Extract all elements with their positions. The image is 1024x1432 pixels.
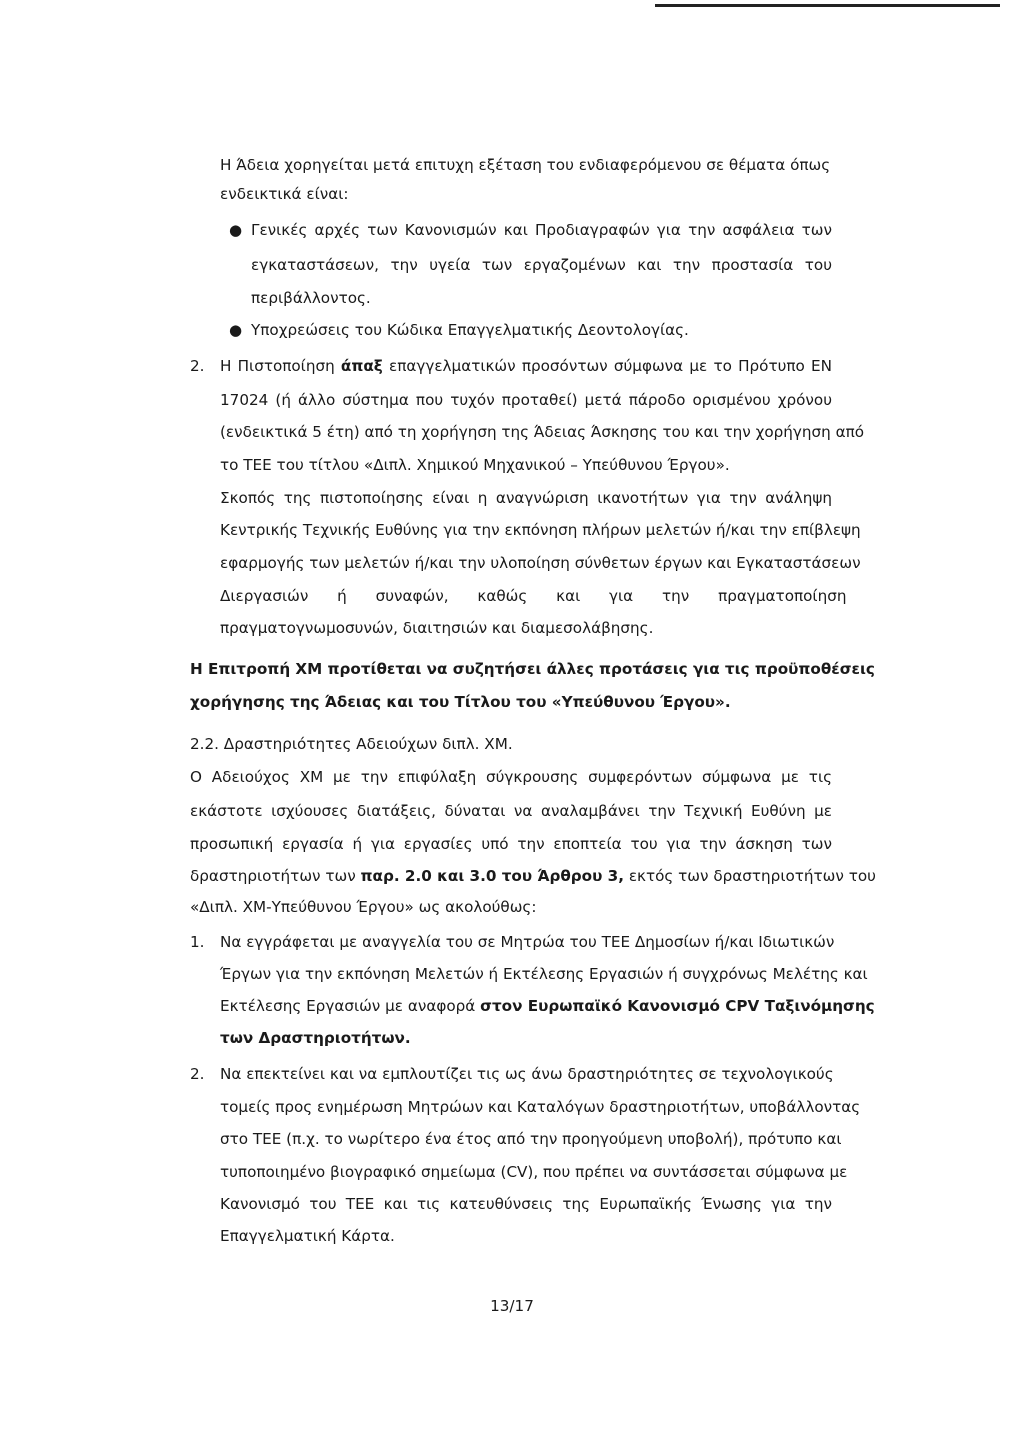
section-text: εκτός των δραστηριοτήτων του xyxy=(624,867,876,885)
list-2-line-3: στο ΤΕΕ (π.χ. το νωρίτερο ένα έτος από την προηγούμενη υποβολή), πρότυπο και xyxy=(220,1130,842,1148)
list-2-line-2: τομείς προς ενημέρωση Μητρώων και Καταλόγων δραστηριοτήτων, υποβάλλοντας xyxy=(220,1098,861,1116)
list-2-line-5: Κανονισμό του ΤΕΕ και τις κατευθύνσεις της Ευρωπαϊκής Ένωσης για την xyxy=(220,1195,832,1213)
list-1-line-2: Έργων για την εκπόνηση Μελετών ή Εκτέλεσης Εργασιών ή συγχρόνως Μελέτης και xyxy=(220,965,868,983)
intro-text-1: Η Άδεια χορηγείται μετά επιτυχη εξέταση του ενδιαφερόμενου σε θέματα όπως xyxy=(220,156,831,174)
purpose-line-1: Σκοπός της πιστοποίησης είναι η αναγνώριση ικανοτήτων για την ανάληψη xyxy=(220,489,832,507)
list-1-number: 1. xyxy=(190,933,205,951)
committee-line-2: χορήγησης της Άδειας και του Τίτλου του «Υπεύθυνου Έργου». xyxy=(190,693,731,711)
section-line-3: προσωπική εργασία ή για εργασίες υπό την εποπτεία του για την άσκηση των xyxy=(190,835,832,853)
top-rule xyxy=(655,4,1000,7)
page-number: 13/17 xyxy=(490,1297,534,1315)
item-2-number: 2. xyxy=(190,357,205,375)
item-2-bold: άπαξ xyxy=(340,357,383,375)
section-line-5: «Διπλ. ΧΜ-Υπεύθυνου Έργου» ως ακολούθως: xyxy=(190,898,537,916)
section-line-4 xyxy=(190,866,876,886)
list-2-number: 2. xyxy=(190,1065,205,1083)
bullet-2-line-1: Υποχρεώσεις του Κώδικα Επαγγελματικής Δεοντολογίας. xyxy=(251,321,689,339)
purpose-line-4: Διεργασιών ή συναφών, καθώς και για την πραγματοποίηση xyxy=(220,587,847,605)
list-2-line-6: Επαγγελματική Κάρτα. xyxy=(220,1227,395,1245)
section-heading: 2.2. Δραστηριότητες Αδειούχων διπλ. ΧΜ. xyxy=(190,735,513,753)
section-line-1: Ο Αδειούχος ΧΜ με την επιφύλαξη σύγκρουσης συμφερόντων σύμφωνα με τις xyxy=(190,768,832,786)
section-text: δραστηριοτήτων των xyxy=(190,867,361,885)
bullet-1-line-2: εγκαταστάσεων, την υγεία των εργαζομένων και την προστασία του xyxy=(251,256,832,274)
list-1-line-4: των Δραστηριοτήτων. xyxy=(220,1029,411,1047)
list-2-line-4: τυποποιημένο βιογραφικό σημείωμα (CV), που πρέπει να συντάσσεται σύμφωνα με xyxy=(220,1163,848,1181)
bullet-1-line-3: περιβάλλοντος. xyxy=(251,289,371,307)
bullet-dot: ● xyxy=(229,221,243,239)
item-2-line-4: το ΤΕΕ του τίτλου «Διπλ. Χημικού Μηχανικού – Υπεύθυνου Έργου». xyxy=(220,456,730,474)
bullet-1-line-1: Γενικές αρχές των Κανονισμών και Προδιαγραφών για την ασφάλεια των xyxy=(251,221,832,239)
section-bold: παρ. 2.0 και 3.0 του Άρθρου 3, xyxy=(360,867,624,885)
list-1-line-1: Να εγγράφεται με αναγγελία του σε Μητρώα του ΤΕΕ Δημοσίων ή/και Ιδιωτικών xyxy=(220,933,835,951)
item-2-line-3: (ενδεικτικά 5 έτη) από τη χορήγηση της Άδειας Άσκησης του και την χορήγηση από xyxy=(220,423,865,441)
intro-line-2: ενδεικτικά είναι: xyxy=(220,185,349,203)
list-2-line-1: Να επεκτείνει και να εμπλουτίζει τις ως άνω δραστηριότητες σε τεχνολογικούς xyxy=(220,1065,834,1083)
item-2-line-1 xyxy=(220,356,832,376)
item-2-text: Η Πιστοποίηση xyxy=(220,357,341,375)
purpose-line-2: Κεντρικής Τεχνικής Ευθύνης για την εκπόνηση πλήρων μελετών ή/και την επίβλεψη xyxy=(220,521,861,539)
purpose-line-3: εφαρμογής των μελετών ή/και την υλοποίηση σύνθετων έργων και Εγκαταστάσεων xyxy=(220,554,861,572)
committee-line-1: Η Επιτροπή ΧΜ προτίθεται να συζητήσει άλλες προτάσεις για τις προϋποθέσεις xyxy=(190,660,875,678)
item-2-text: επαγγελματικών προσόντων σύμφωνα με το Πρότυπο ΕΝ xyxy=(382,357,832,375)
section-line-2: εκάστοτε ισχύουσες διατάξεις, δύναται να αναλαμβάνει την Τεχνική Ευθύνη με xyxy=(190,802,832,820)
intro-line-1 xyxy=(220,155,832,175)
list-1-text: Εκτέλεσης Εργασιών με αναφορά xyxy=(220,997,481,1015)
purpose-line-5: πραγματογνωμοσυνών, διαιτησιών και διαμεσολάβησης. xyxy=(220,619,654,637)
list-1-bold: στον Ευρωπαϊκό Κανονισμό CPV Ταξινόμησης xyxy=(480,997,875,1015)
bullet-dot: ● xyxy=(229,321,243,339)
item-2-line-2: 17024 (ή άλλο σύστημα που τυχόν προταθεί) μετά πάροδο ορισμένου χρόνου xyxy=(220,391,832,409)
list-1-line-3 xyxy=(220,996,875,1016)
